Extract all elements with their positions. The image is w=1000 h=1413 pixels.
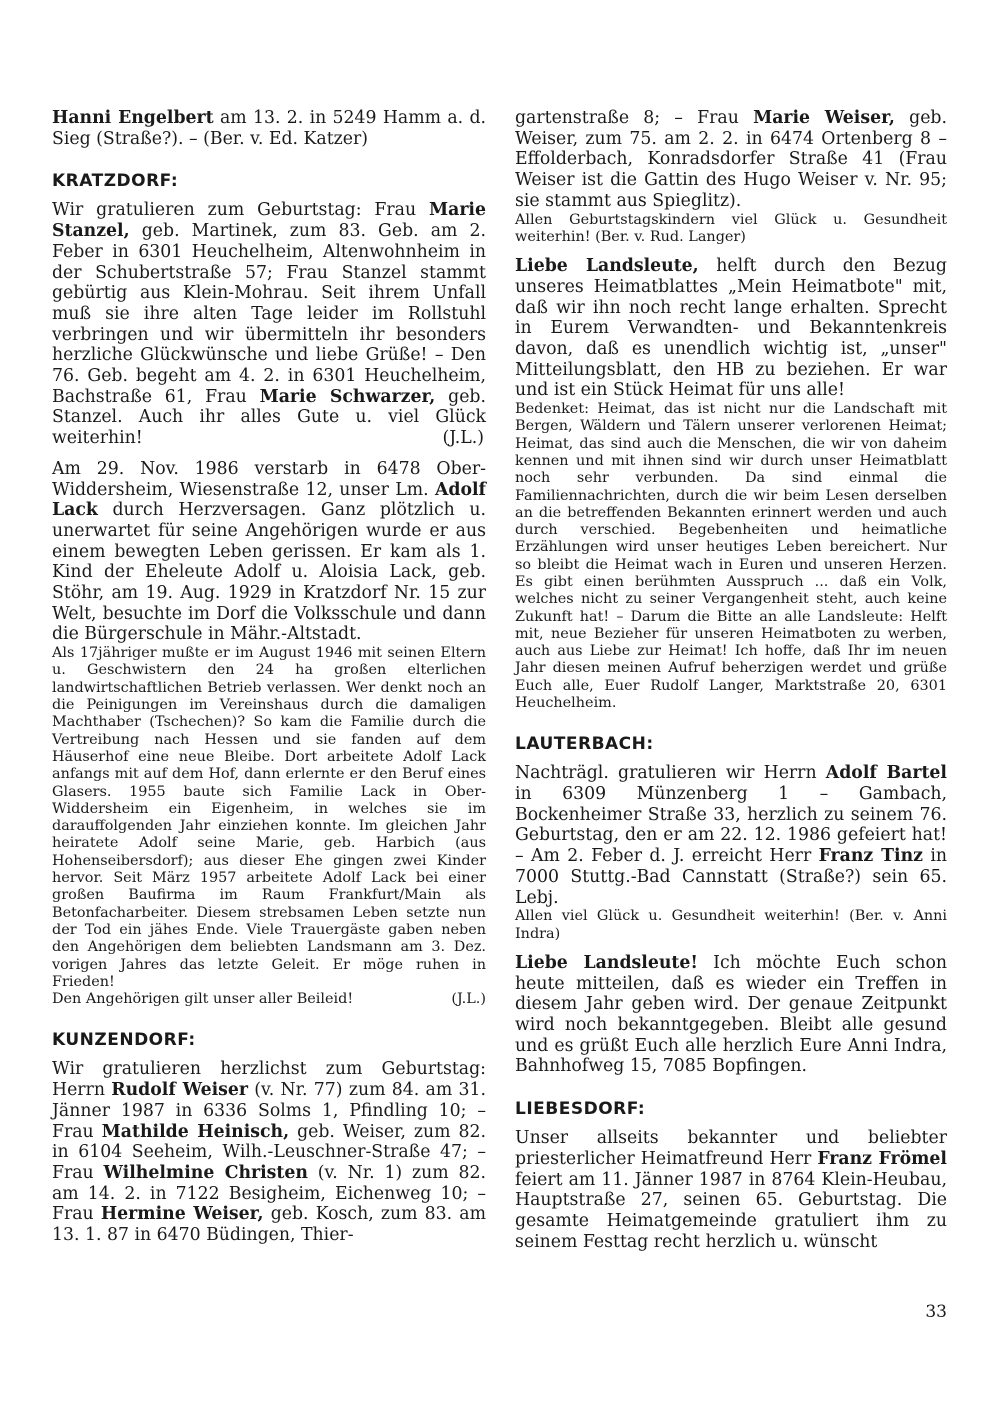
lack-obituary	[52, 459, 486, 645]
text-segment: Nachträgl. gratulieren wir Herrn	[515, 763, 826, 784]
person-name: Liebe Landsleute,	[515, 256, 699, 277]
liebesdorf-text	[515, 1128, 947, 1252]
lauterbach-heading: LAUTERBACH:	[515, 734, 654, 755]
bedenket-text: Bedenket: Heimat, das ist nicht nur die Landschaft mit Bergen, Wäldern und Tälern unserer verlorenen Heimat; Heimat, das sind auch die Menschen, die wir von daheim kennen und mit ihnen sind wir durch unser Heimatblatt noch sehr verbunden. Da sind einmal die Familiennachrichten, durch die wir beim Lesen derselben an die betreffenden Bekannten erinnert werden und auch durch verschied. Begebenheiten und heimatliche Erzählungen wird unser heutiges Leben bereichert. Nur so bleibt die Heimat wach in Euren und unseren Herzen. Es gibt einen berühmten Ausspruch ... daß ein Volk, welches nicht zu seiner Vergangenheit steht, auch keine Zukunft hat! – Darum die Bitte an alle Landsleute: Helft mit, neue Bezieher für unseren Heimatboten zu werben, auch aus Liebe zur Heimat! Ich hoffe, daß Ihr im neuen Jahr diesen meinen Aufruf beherzigen werdet und grüße Euch alle, Euer Rudolf Langer, Marktstraße 20, 6301 Heuchelheim.	[515, 401, 947, 712]
text-segment: geb. Weiser, zum 82. in 6104 Seeheim, Wilh.-Leuschner-Straße 47; – Frau	[52, 1121, 487, 1183]
person-name: Franz Tinz	[818, 846, 923, 867]
lack-condolence: Den Angehörigen gilt unser aller Beileid!	[52, 991, 354, 1008]
person-name: Marie Stanzel,	[52, 200, 486, 242]
lauterbach-wishes: Allen viel Glück u. Gesundheit weiterhin! (Ber. v. Anni Indra)	[515, 908, 947, 942]
page-number: 33	[925, 1302, 947, 1322]
kratzdorf-heading: KRATZDORF:	[52, 171, 179, 192]
right-column	[515, 108, 947, 1252]
text-segment: geb. Martinek, zum 83. Geb. am 2. Feber in 6301 Heuchelheim, Altenwohnheim in der Schubertstraße 57; Frau Stanzel stammt gebürtig aus Klein-Mohrau. Seit ihrem Unfall muß sie ihre alten Tage leider im Rollstuhl verbringen und wir übermitteln ihr besonders herzliche Glückwünsche und liebe Grüße! – Den 76. Geb. begeht am 4. 2. in 6301 Heuchelheim, Bachstraße 61, Frau	[52, 221, 486, 407]
birthday-wishes: Allen Geburtstagskindern viel Glück u. Gesundheit weiterhin! (Ber. v. Rud. Langer)	[515, 211, 947, 245]
person-name: Hanni Engelbert	[52, 108, 214, 128]
lack-signature: (J.L.)	[451, 991, 486, 1008]
person-name: Adolf Bartel	[825, 763, 947, 784]
kratzdorf-text	[52, 200, 486, 448]
text-segment: Wir gratulieren herzlichst zum Geburtstag: Herrn	[52, 1059, 486, 1101]
kratzdorf-signature: (J.L.)	[442, 428, 484, 449]
text-segment: Unser allseits bekannter und beliebter priesterlicher Heimatfreund Herr	[515, 1128, 947, 1169]
appeal-landsleute	[515, 256, 947, 401]
text-segment: in 7000 Stuttg.-Bad Cannstatt (Straße?) sein 65. Lebj.	[515, 846, 947, 908]
lauterbach-text	[515, 763, 947, 908]
person-name: Adolf Lack	[52, 479, 486, 521]
text-segment: geb. Stanzel. Auch ihr alles Gute u. viel Glück weiterhin!	[52, 386, 486, 449]
text-segment: am 13. 2. in 5249 Hamm a. d. Sieg (Straße?). – (Ber. v. Ed. Katzer)	[52, 108, 487, 149]
person-name: Marie Schwarzer,	[259, 386, 436, 407]
text-segment: helft durch den Bezug unseres Heimatblattes „Mein Heimatbote" mit, daß wir ihn noch recht lange erhalten. Sprecht in Eurem Verwandten- und Bekanntenkreis davon, daß es unendlich wichtig ist, „unser" Mitteilungsblatt, den HB zu beziehen. Er war und ist ein Stück Heimat für uns alle!	[515, 256, 947, 401]
text-segment: in 6309 Münzenberg 1 – Gambach, Bockenheimer Straße 33, herzlich zu seinem 76. Geburtstag, den er am 22. 12. 1986 gefeiert hat! – Am 2. Feber d. J. erreicht Herr	[515, 784, 947, 867]
liebesdorf-heading: LIEBESDORF:	[515, 1099, 646, 1120]
person-name: Rudolf Weiser	[111, 1080, 248, 1101]
lack-obituary-closing	[52, 991, 486, 1008]
person-name: Mathilde Heinisch,	[101, 1121, 290, 1142]
engelbert-notice	[52, 108, 486, 149]
text-segment: Am 29. Nov. 1986 verstarb in 6478 Ober-Widdersheim, Wiesenstraße 12, unser Lm.	[52, 458, 486, 500]
kunzendorf-heading: KUNZENDORF:	[52, 1030, 196, 1051]
text-segment: (v. Nr. 1) zum 82. am 14. 2. in 7122 Besigheim, Eichenweg 10; – Frau	[52, 1162, 486, 1225]
text-segment: geb. Kosch, zum 83. am 13. 1. 87 in 6470 Büdingen, Thier-	[52, 1204, 486, 1246]
person-name: Marie Weiser,	[753, 108, 895, 128]
person-name: Hermine Weiser,	[100, 1204, 264, 1225]
text-segment: Wir gratulieren zum Geburtstag: Frau	[52, 200, 429, 221]
text-segment: geb. Weiser, zum 75. am 2. 2. in 6474 Ortenberg 8 – Effolderbach, Konradsdorfer Straße 41 (Frau Weiser ist die Gattin des Hugo Weiser v. Nr. 95; sie stammt aus Spieglitz).	[515, 108, 947, 211]
left-column	[52, 108, 486, 1246]
kunzendorf-text	[52, 1059, 486, 1245]
text-segment: durch Herzversagen. Ganz plötzlich u. unerwartet für seine Angehörigen wurde er aus einem bewegten Leben gerissen. Er kam als 1. Kind der Eheleute Adolf u. Aloisia Lack, geb. Stöhr, am 19. Aug. 1929 in Kratzdorf Nr. 15 zur Welt, besuchte im Dorf die Volksschule und dann die Bürgerschule in Mähr.-Altstadt.	[52, 500, 486, 645]
text-segment: Ich möchte Euch schon heute mitteilen, daß es wieder ein Treffen in diesem Jahr geben wird. Der genaue Zeitpunkt wird noch bekanntgegeben. Bleibt alle gesund und es grüßt Euch alle herzlich Eure Anni Indra, Bahnhofweg 15, 7085 Bopfingen.	[515, 952, 947, 1077]
kunzendorf-continued	[515, 108, 947, 212]
person-name: Liebe Landsleute!	[515, 952, 698, 973]
text-segment: (v. Nr. 77) zum 84. am 31. Jänner 1987 in 6336 Solms 1, Pfindling 10; – Frau	[52, 1080, 486, 1142]
lack-obituary-detail: Als 17jähriger mußte er im August 1946 mit seinen Eltern u. Geschwistern den 24 ha großen elterlichen landwirtschaftlichen Betrieb verlassen. Wer denkt noch an die Peinigungen im Vereinshaus durch die damaligen Machthaber (Tschechen)? So kam die Familie durch die Vertreibung nach Hessen und sie fanden auf dem Häuserhof eine neue Bleibe. Dort arbeitete Adolf Lack anfangs mit auf dem Hof, dann erlernte er den Beruf eines Glasers. 1955 baute sich Familie Lack in Ober-Widdersheim ein Eigenheim, in welches sie im darauffolgenden Jahr einziehen konnte. Im gleichen Jahr heiratete Adolf seine Marie, geb. Harbich (aus Hohenseibersdorf); aus dieser Ehe gingen zwei Kinder hervor. Seit März 1957 arbeitete Adolf Lack bei einer großen Baufirma im Raum Frankfurt/Main als Betonfacharbeiter. Diesem strebsamen Leben setzte nun der Tod ein jähes Ende. Viele Trauergäste gaben neben den Angehörigen dem beliebten Landsmann am 3. Dez. vorigen Jahres das letzte Geleit. Er möge ruhen in Frieden!	[52, 645, 486, 990]
text-segment: gartenstraße 8; – Frau	[515, 108, 754, 128]
person-name: Wilhelmine Christen	[103, 1162, 308, 1183]
treffen-announcement	[515, 953, 947, 1077]
text-segment: feiert am 11. Jänner 1987 in 8764 Klein-Heubau, Hauptstraße 27, seinen 65. Geburtstag. Die gesamte Heimatgemeinde gratuliert ihm zu seinem Festtag recht herzlich u. wünscht	[515, 1169, 947, 1252]
person-name: Franz Frömel	[817, 1148, 947, 1169]
